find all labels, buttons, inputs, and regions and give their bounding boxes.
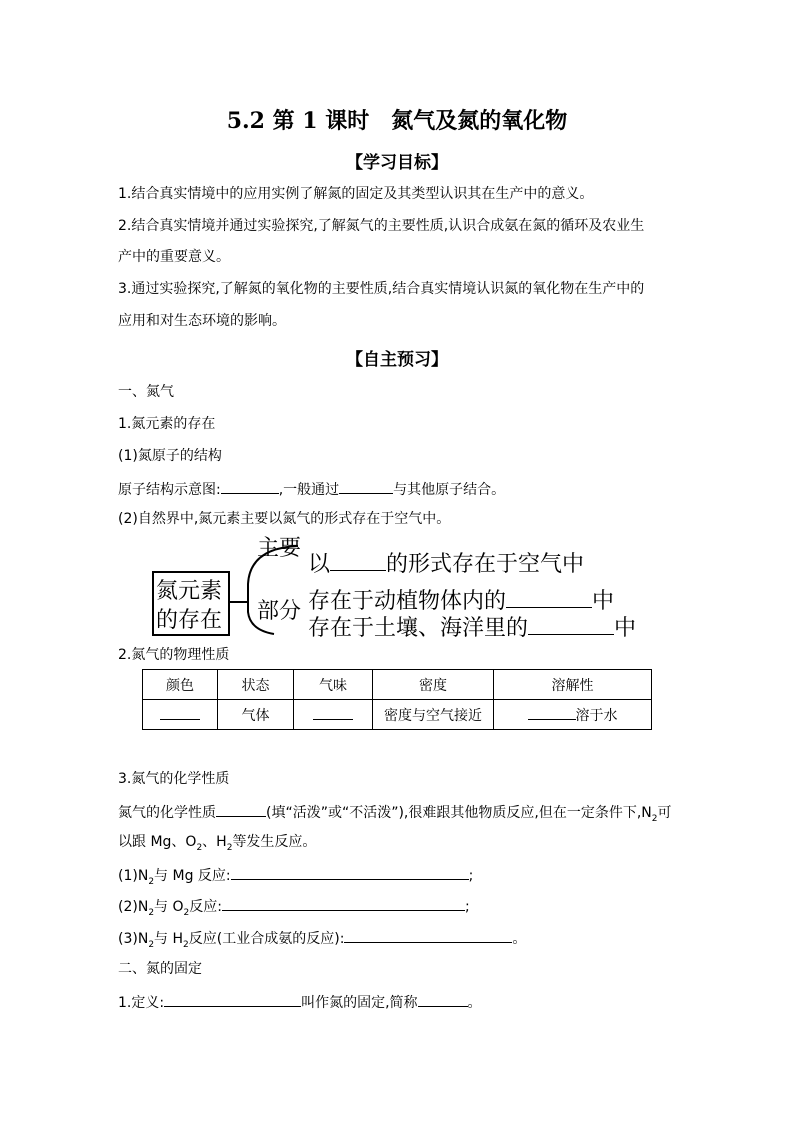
solubility-text: 溶于水: [575, 707, 618, 724]
item-chemical-properties: 3.氮气的化学性质: [118, 771, 230, 787]
text-structure-a: 原子结构示意图:: [118, 482, 221, 498]
chem-sub-c: 2: [226, 842, 233, 853]
goal-1: 1.结合真实情境中的应用实例了解氮的固定及其类型认识其在生产中的意义。: [118, 186, 594, 202]
chem-line-2: [118, 833, 316, 857]
r1-b: 与 Mg 反应:: [154, 868, 231, 884]
r2-a: (2)N: [118, 899, 149, 915]
chem-text-b: (填“活泼”或“不活泼”),很难跟其他物质反应,但在一定条件下,N: [266, 805, 652, 821]
header-odor: 气味: [294, 670, 373, 700]
header-solubility: 溶解性: [494, 670, 652, 700]
r1-a: (1)N: [118, 868, 149, 884]
r3-end: 。: [512, 931, 527, 947]
blank-definition[interactable]: [164, 992, 301, 1007]
part1-text-a: 存在于动植物体内的: [308, 589, 507, 614]
heading-nitrogen-fixation: 二、氮的固定: [118, 961, 202, 977]
table-header-row: [143, 670, 652, 700]
item-natural-existence: (2)自然界中,氮元素主要以氮气的形式存在于空气中。: [118, 511, 451, 527]
r2-sub1: 2: [148, 907, 155, 918]
goal-3: 3.通过实验探究,了解氮的氧化物的主要性质,结合真实情境认识氮的氧化物在生产中的: [118, 281, 645, 297]
branch-part-text-2: [308, 611, 636, 642]
item-atom-structure: (1)氮原子的结构: [118, 448, 222, 464]
goal-2-cont: 产中的重要意义。: [118, 249, 230, 265]
chem-text-a: 氮气的化学性质: [118, 805, 216, 821]
cell-solubility: [494, 700, 652, 730]
blank-bond-type[interactable]: [339, 479, 393, 494]
item-nitrogen-existence: 1.氮元素的存在: [118, 416, 216, 432]
blank-color[interactable]: [160, 705, 200, 720]
reaction-mg: [118, 865, 473, 891]
diagram-box-line1: 氮元素: [156, 579, 223, 604]
text-structure-c: 与其他原子结合。: [393, 482, 506, 498]
blank-organism[interactable]: [506, 588, 592, 608]
chem-text-c: 可: [657, 805, 672, 821]
table-row: [143, 700, 652, 730]
blank-reaction-o2[interactable]: [222, 896, 465, 911]
r2-c: 反应:: [189, 899, 222, 915]
r2-end: ;: [464, 899, 470, 915]
blank-main-form[interactable]: [330, 551, 386, 571]
r3-a: (3)N: [118, 931, 149, 947]
section-self-preview: 【自主预习】: [346, 350, 448, 370]
chem-line-1: [118, 802, 672, 828]
cell-odor[interactable]: [294, 700, 373, 730]
part2-text-a: 存在于土壤、海洋里的: [308, 616, 529, 641]
definition-a: 1.定义:: [118, 995, 165, 1011]
blank-reaction-h2[interactable]: [344, 928, 512, 943]
branch-part-label: 部分: [257, 599, 302, 624]
main-text-b: 的形式存在于空气中: [386, 552, 585, 577]
definition-line: [118, 992, 482, 1012]
main-text-a: 以: [308, 552, 331, 577]
definition-c: 。: [467, 995, 482, 1011]
r3-c: 反应(工业合成氨的反应):: [188, 931, 345, 947]
blank-reactivity[interactable]: [216, 802, 266, 817]
r2-sub2: 2: [183, 907, 190, 918]
reaction-o2: [118, 896, 470, 922]
blank-solubility[interactable]: [528, 705, 576, 720]
goal-2: 2.结合真实情境并通过实验探究,了解氮气的主要性质,认识合成氨在氮的循环及农业生: [118, 218, 645, 234]
r2-b: 与 O: [154, 899, 184, 915]
reaction-h2: [118, 928, 526, 954]
physical-properties-table: [142, 669, 652, 730]
section-learning-goals: 【学习目标】: [346, 153, 448, 173]
branch-main-text: [308, 547, 584, 578]
atom-structure-line: [118, 479, 505, 499]
blank-structure-diagram[interactable]: [221, 479, 279, 494]
blank-soil-ocean[interactable]: [528, 615, 614, 635]
cell-color[interactable]: [143, 700, 218, 730]
blank-short-name[interactable]: [418, 992, 468, 1007]
diagram-box-line2: 的存在: [156, 608, 223, 633]
r1-end: ;: [468, 868, 474, 884]
page-title: 5.2 第 1 课时 氮气及氮的氧化物: [226, 108, 568, 134]
header-density: 密度: [373, 670, 494, 700]
header-color: 颜色: [143, 670, 218, 700]
chem-line2-b: 、H: [202, 834, 227, 850]
r3-sub1: 2: [148, 939, 155, 950]
branch-main-label: 主要: [257, 536, 302, 561]
header-state: 状态: [218, 670, 294, 700]
goal-3-cont: 应用和对生态环境的影响。: [118, 313, 286, 329]
heading-nitrogen-gas: 一、氮气: [118, 384, 174, 400]
blank-reaction-mg[interactable]: [231, 865, 469, 880]
part2-text-b: 中: [614, 616, 637, 641]
cell-density: 密度与空气接近: [373, 700, 494, 730]
chem-sub-b: 2: [196, 842, 203, 853]
part1-text-b: 中: [592, 589, 615, 614]
item-physical-properties: 2.氮气的物理性质: [118, 647, 230, 663]
r3-sub2: 2: [183, 939, 189, 950]
chem-sub-a: 2: [651, 813, 658, 824]
r3-b: 与 H: [154, 931, 184, 947]
blank-odor[interactable]: [313, 705, 353, 720]
cell-state: 气体: [218, 700, 294, 730]
chem-line2-a: 以跟 Mg、O: [118, 834, 197, 850]
chem-line2-c: 等发生反应。: [232, 834, 317, 850]
text-structure-b: ,一般通过: [278, 482, 340, 498]
definition-b: 叫作氮的固定,简称: [301, 995, 418, 1011]
r1-sub: 2: [148, 876, 155, 887]
